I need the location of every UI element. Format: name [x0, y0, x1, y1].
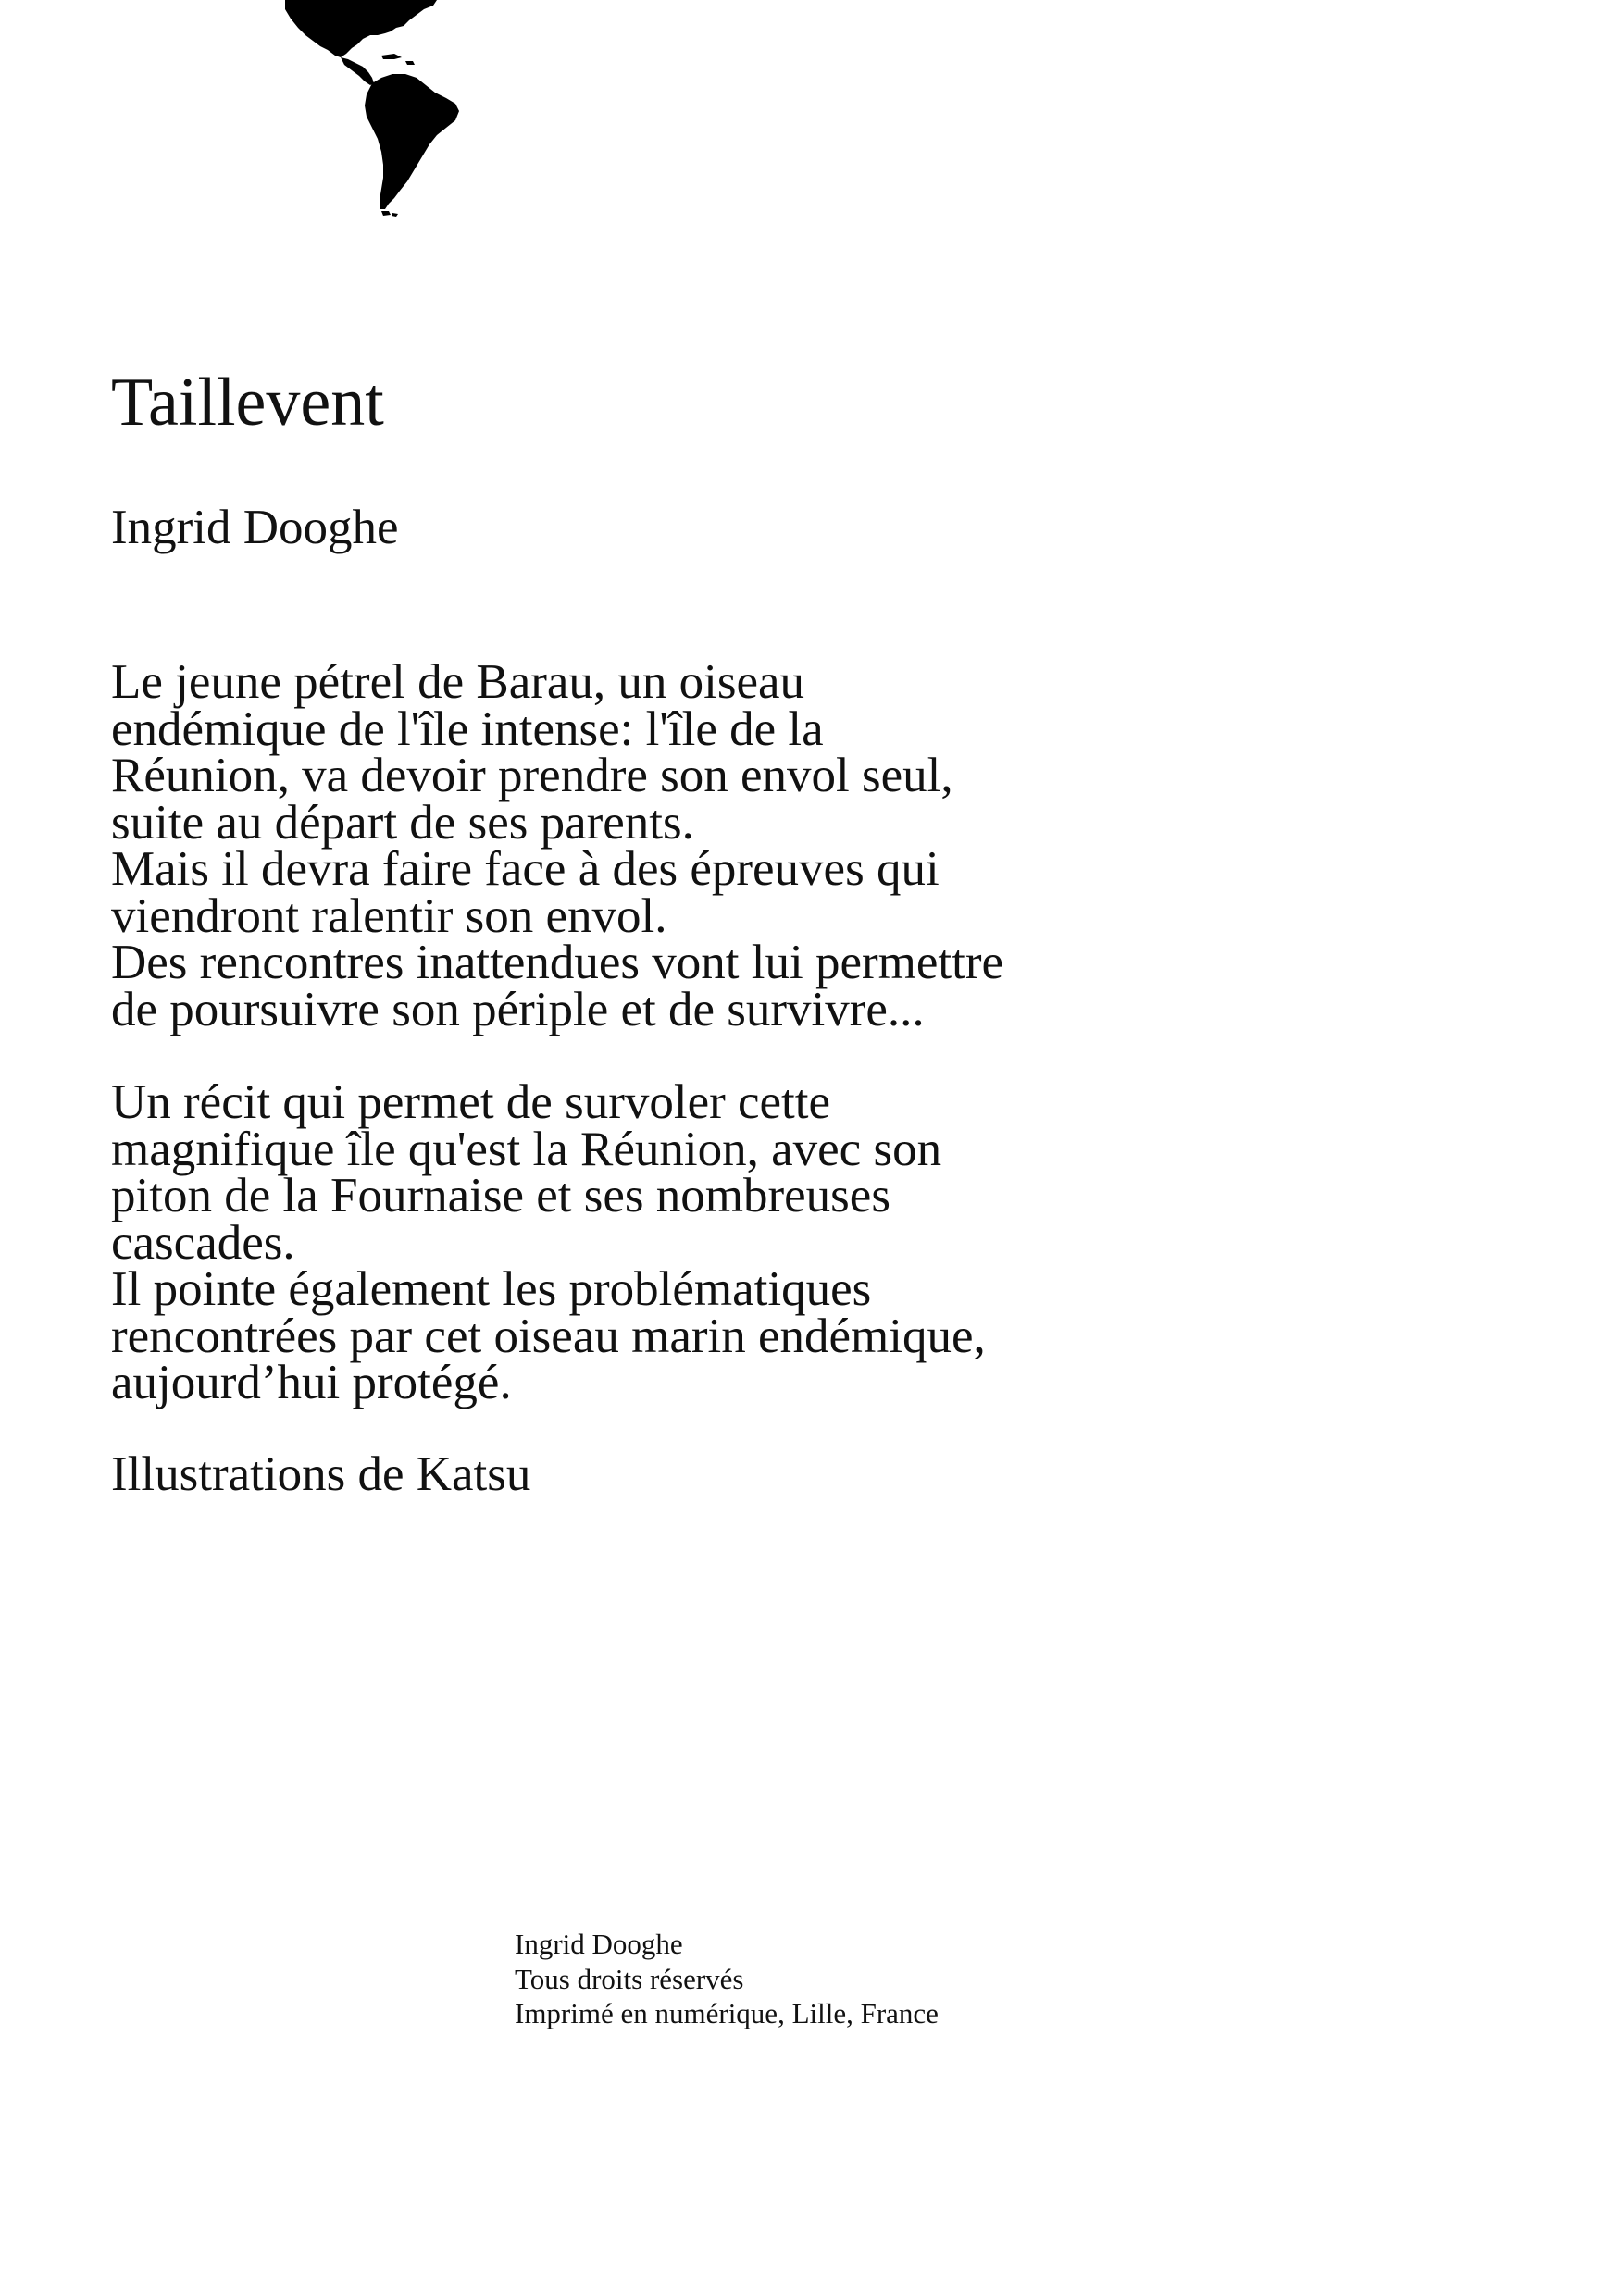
blurb-line: viendront ralentir son envol.	[111, 888, 667, 943]
blurb-line: piton de la Fournaise et ses nombreuses	[111, 1169, 890, 1222]
blurb	[111, 655, 1500, 1453]
blurb-line: aujourd’hui protégé.	[111, 1356, 512, 1409]
blurb-line: magnifique île qu'est la Réunion, avec son	[111, 1122, 942, 1176]
imprint-author: Ingrid Dooghe	[515, 1928, 683, 1960]
imprint-block	[515, 1927, 939, 2031]
blurb-line: Réunion, va devoir prendre son envol seul,	[111, 749, 953, 802]
blurb-line: de poursuivre son périple et de survivre...	[111, 982, 925, 1036]
americas-map-icon	[278, 0, 491, 222]
blurb-line: endémique de l'île intense: l'île de la	[111, 701, 824, 756]
blurb-paragraph	[111, 1075, 1500, 1409]
blurb-line: Il pointe également les problématiques	[111, 1262, 872, 1316]
blurb-line: Le jeune pétrel de Barau, un oiseau	[111, 655, 805, 709]
blurb-line: cascades.	[111, 1215, 295, 1270]
book-title: Taillevent	[111, 365, 384, 441]
blurb-line: Un récit qui permet de survoler cette	[111, 1075, 831, 1129]
blurb-line: rencontrées par cet oiseau marin endémique,	[111, 1309, 986, 1363]
blurb-line: Mais il devra faire face à des épreuves qui	[111, 842, 940, 896]
blurb-paragraph	[111, 655, 1500, 1036]
illustrator-credit: Illustrations de Katsu	[111, 1447, 531, 1501]
blurb-line: Des rencontres inattendues vont lui permettre	[111, 936, 1003, 989]
imprint-rights: Tous droits réservés	[515, 1962, 744, 1995]
blurb-line: suite au départ de ses parents.	[111, 795, 694, 850]
imprint-printing: Imprimé en numérique, Lille, France	[515, 1997, 939, 2029]
author-name: Ingrid Dooghe	[111, 501, 399, 554]
